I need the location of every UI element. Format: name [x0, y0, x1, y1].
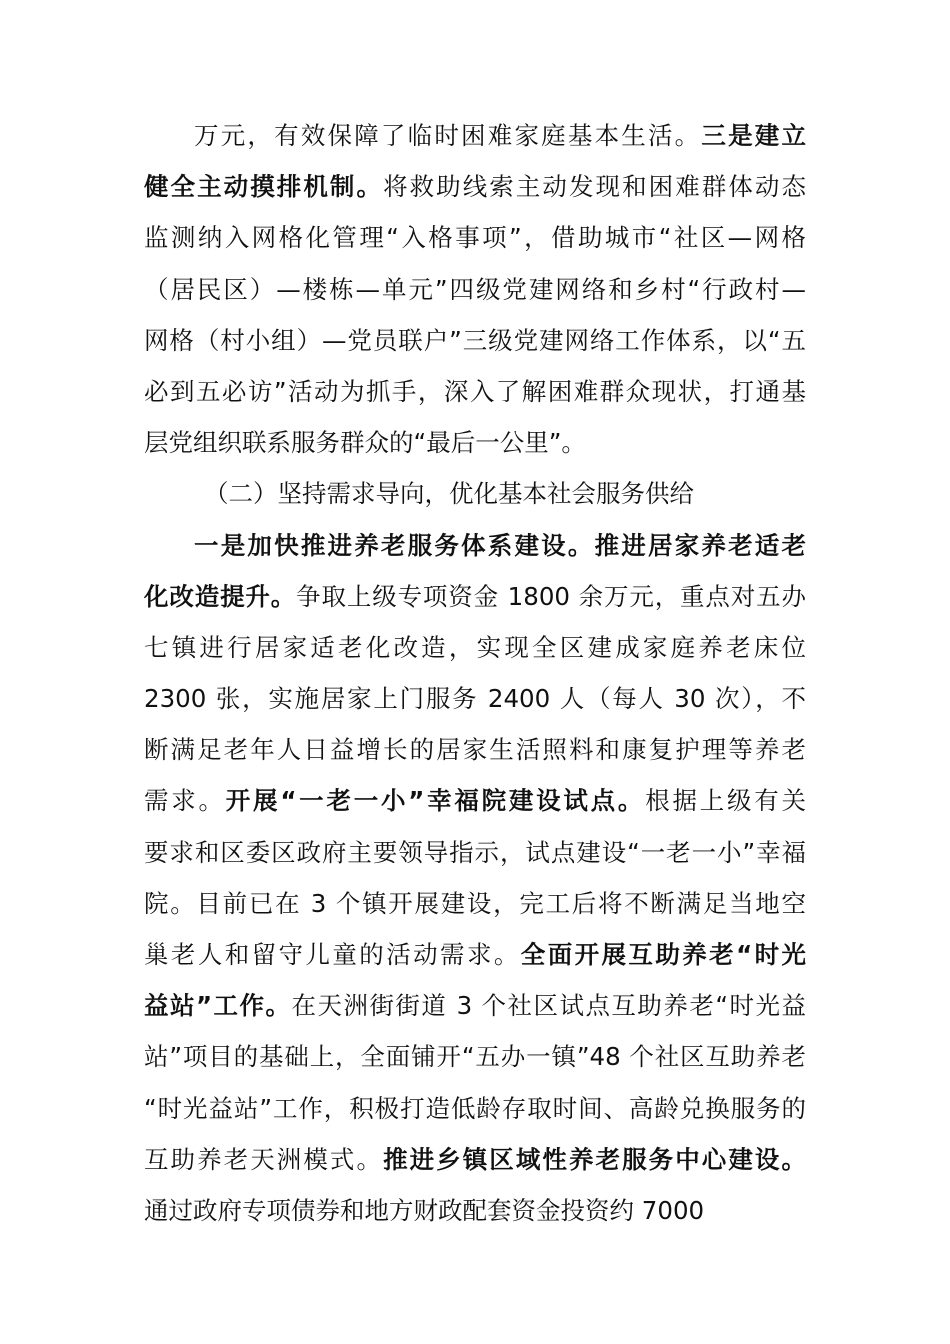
text-run: 在天洲街街道 3 个社区试点互助养老“时光益 — [291, 991, 806, 1021]
text-run: 万元，有效保障了临时困难家庭基本生活。 — [194, 121, 702, 150]
text-line — [144, 1134, 806, 1185]
text-line — [144, 827, 806, 878]
bold-run: 开展“一老一小”幸福院建设试点。 — [225, 786, 646, 816]
text-line — [144, 110, 806, 161]
text-run: 互助养老天洲模式。 — [144, 1144, 384, 1174]
text-line — [144, 571, 806, 622]
text-line — [144, 417, 806, 468]
text-run: （居民区）—楼栋—单元”四级党建网络和乡村“行政村— — [144, 274, 806, 304]
text-line — [144, 622, 806, 673]
text-line — [144, 1083, 806, 1134]
text-line — [144, 673, 806, 724]
text-line — [144, 520, 806, 571]
text-run: 断满足老年人日益增长的居家生活照料和康复护理等养老 — [144, 735, 806, 765]
text-line — [144, 1031, 806, 1082]
bold-run: 全面开展互助养老“时光 — [520, 940, 806, 969]
text-line — [144, 878, 806, 929]
text-run: 院。目前已在 3 个镇开展建设，完工后将不断满足当地空 — [144, 888, 806, 918]
bold-run: 一是加快推进养老服务体系建设。推进居家养老适老 — [194, 530, 806, 560]
bold-run: 益站”工作。 — [144, 991, 292, 1021]
text-run: 站”项目的基础上，全面铺开“五办一镇”48 个社区互助养老 — [144, 1042, 806, 1072]
document-body — [144, 110, 806, 1236]
bold-run: 化改造提升。 — [144, 581, 297, 611]
text-run: 通过政府专项债券和地方财政配套资金投资约 7000 — [144, 1195, 705, 1225]
text-run: 巢老人和留守儿童的活动需求。 — [144, 940, 521, 969]
bold-run: 健全主动摸排机制。 — [144, 172, 384, 202]
text-line — [144, 929, 806, 980]
text-line — [144, 724, 806, 775]
text-run: 七镇进行居家适老化改造，实现全区建成家庭养老床位 — [144, 632, 806, 662]
section-heading — [144, 468, 806, 519]
text-run: 根据上级有关 — [645, 786, 806, 816]
text-run: 2300 张，实施居家上门服务 2400 人（每人 30 次），不 — [144, 684, 806, 714]
text-line — [144, 161, 806, 212]
text-line — [144, 264, 806, 315]
text-run: 必到五必访”活动为抓手，深入了解困难群众现状，打通基 — [144, 376, 806, 406]
text-run: 将救助线索主动发现和困难群体动态 — [383, 172, 806, 202]
text-line — [144, 980, 806, 1031]
text-line — [144, 366, 806, 417]
text-run: 层党组织联系服务群众的“最后一公里”。 — [144, 428, 586, 458]
text-line — [144, 315, 806, 366]
text-run: 要求和区委区政府主要领导指示，试点建设“一老一小”幸福 — [144, 837, 806, 867]
text-run: 需求。 — [144, 786, 226, 816]
text-run: “时光益站”工作，积极打造低龄存取时间、高龄兑换服务的 — [144, 1093, 806, 1123]
text-run: 争取上级专项资金 1800 余万元，重点对五办 — [296, 581, 806, 611]
text-run: 监测纳入网格化管理“入格事项”，借助城市“社区—网格 — [144, 223, 806, 253]
bold-run: 三是建立 — [701, 121, 806, 150]
bold-run: 推进乡镇区域性养老服务中心建设。 — [383, 1144, 806, 1174]
text-run: （二）坚持需求导向，优化基本社会服务供给 — [204, 479, 694, 509]
text-line — [144, 212, 806, 263]
text-line — [144, 1185, 806, 1236]
text-run: 网格（村小组）—党员联户”三级党建网络工作体系，以“五 — [144, 325, 806, 355]
text-line — [144, 775, 806, 826]
